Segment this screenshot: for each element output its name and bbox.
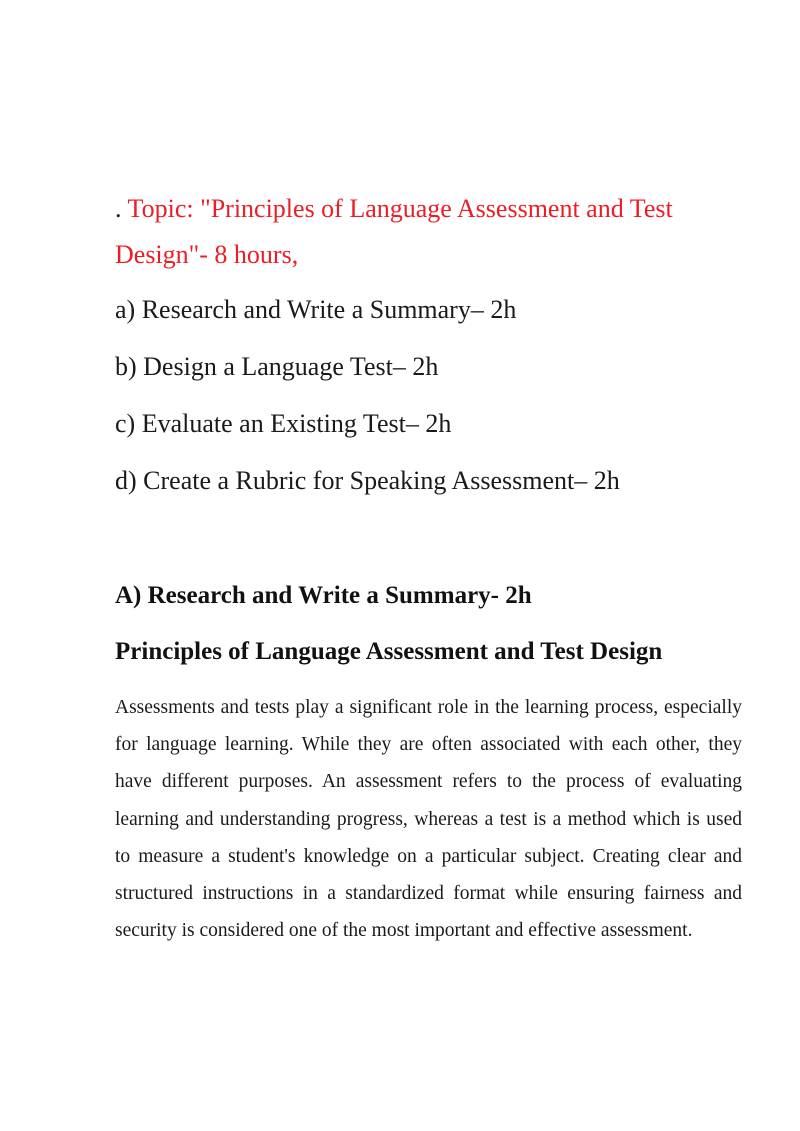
topic-lead-dot: . bbox=[115, 194, 122, 223]
task-item-d: d) Create a Rubric for Speaking Assessment– 2h bbox=[115, 466, 620, 495]
summary-paragraph: Assessments and tests play a significant role in the learning process, especially for language learning. While they are often associated with each other, they have different purposes. An assessment refers to the process of evaluating learning and understanding progress, whereas a test is a method which is used to measure a student's knowledge on a particular subject. Creating clear and structured instructions in a standardized format while ensuring fairness and security is considered one of the most important and effective assessment. bbox=[115, 697, 742, 942]
section-subheading: Principles of Language Assessment and Test Design bbox=[115, 638, 663, 665]
topic-line bbox=[115, 186, 755, 278]
task-item-b: b) Design a Language Test– 2h bbox=[115, 352, 439, 381]
topic-text: Topic: "Principles of Language Assessment and Test Design"- 8 hours, bbox=[115, 194, 673, 269]
task-item-c: c) Evaluate an Existing Test– 2h bbox=[115, 409, 452, 438]
section-heading: A) Research and Write a Summary- 2h bbox=[115, 582, 532, 609]
task-item-a: a) Research and Write a Summary– 2h bbox=[115, 295, 517, 324]
